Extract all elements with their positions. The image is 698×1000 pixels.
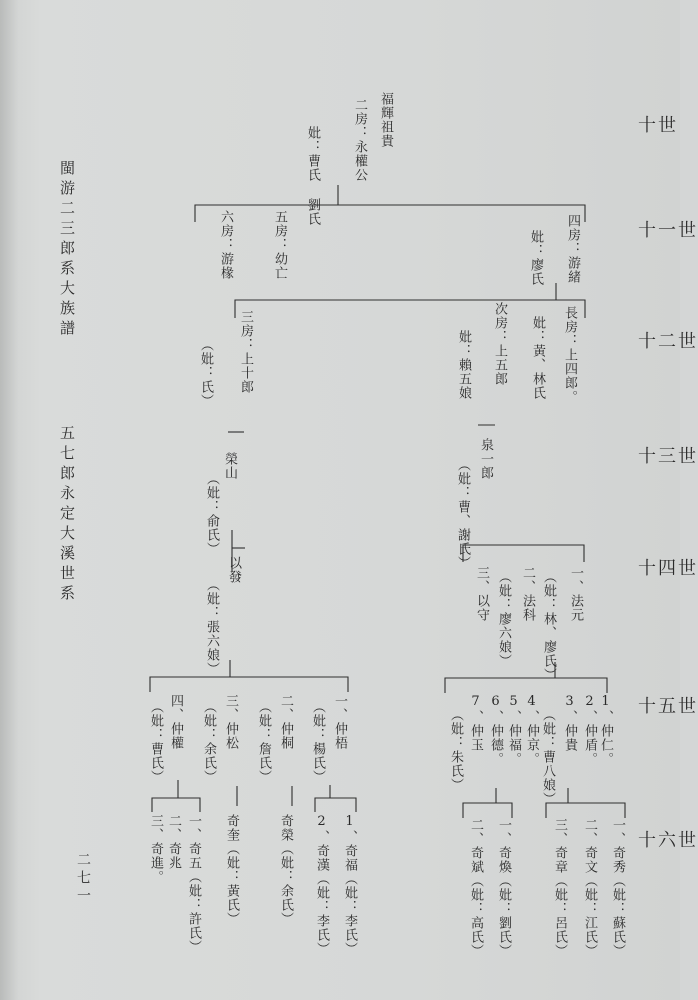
third-son-wife: （妣：氏） bbox=[198, 338, 213, 408]
gen-label-10: 十世 bbox=[638, 115, 678, 136]
gen-label-12: 十二世 bbox=[638, 331, 698, 352]
fa-ke-wife: （妣：廖六娘） bbox=[496, 570, 511, 668]
zhong-jing: 4、仲京。 bbox=[524, 694, 539, 766]
zhong-yu-wife: （妣：朱氏） bbox=[448, 708, 463, 792]
qi-kui: 奇奎（妣：黃氏） bbox=[224, 814, 239, 926]
qi-bin: 二、奇斌（妣：高氏） bbox=[468, 818, 483, 958]
quan-yilang: 泉一郎 bbox=[478, 438, 493, 480]
gen-label-15: 十五世 bbox=[638, 696, 698, 717]
gen-label-14: 十四世 bbox=[638, 558, 698, 579]
zhong-wu-wife: （妣：楊氏） bbox=[310, 700, 325, 784]
qi-fu: 1、奇福（妣：李氏） bbox=[342, 814, 357, 956]
eldest-son: 長房：上四郎。 bbox=[562, 306, 577, 404]
quan-yilang-wife: （妣：曹、謝氏） bbox=[455, 458, 470, 570]
zhong-song: 三、仲松 bbox=[223, 694, 238, 750]
page-number: 二七一 bbox=[75, 852, 91, 906]
fifth-son: 五房：幼亡 bbox=[272, 210, 287, 280]
branch-name: 二房：永權公 bbox=[352, 98, 367, 182]
gen-label-13: 十三世 bbox=[638, 446, 698, 467]
fa-ke: 二、法科 bbox=[520, 566, 535, 622]
gen-label-16: 十六世 bbox=[638, 830, 698, 851]
zhong-ren: 1、仲仁。 bbox=[598, 694, 613, 766]
fa-yuan: 一、法元 bbox=[568, 566, 583, 622]
zhong-tong-wife: （妣：詹氏） bbox=[256, 700, 271, 784]
gen-label-11: 十一世 bbox=[638, 220, 698, 241]
rong-shan-wife: （妣：俞氏） bbox=[204, 472, 219, 556]
eldest-son-wife: 妣：黃、林氏 bbox=[530, 316, 545, 400]
zhong-de: 6、仲德。 bbox=[488, 694, 503, 766]
qi-zhao: 二、奇兆 bbox=[166, 814, 181, 870]
yi-fa: 以發 bbox=[226, 556, 241, 584]
zhong-dun: 2、仲盾。 bbox=[582, 694, 597, 766]
second-son-wife: 妣：賴五娘 bbox=[456, 330, 471, 400]
qi-wen: 二、奇文（妣：江氏） bbox=[582, 818, 597, 958]
fourth-son: 四房：游緒 bbox=[565, 214, 580, 284]
yi-shou: 三、以守 bbox=[474, 566, 489, 622]
third-son: 三房：上十郎 bbox=[238, 310, 253, 394]
zhong-yu: 7、仲玉 bbox=[468, 694, 483, 752]
zhong-fu: 5、仲福。 bbox=[506, 694, 521, 766]
qi-han: 2、奇漢（妣：李氏） bbox=[314, 814, 329, 956]
qi-jin: 三、奇進。 bbox=[148, 814, 163, 884]
qi-rong: 奇榮（妣：余氏） bbox=[278, 814, 293, 926]
ancestor-name: 福輝祖貴 bbox=[378, 92, 393, 148]
zhong-gui: 3、仲貴 bbox=[562, 694, 577, 752]
branch-wife: 妣：曹氏 劉氏 bbox=[305, 126, 320, 226]
zhong-quan-wife: （妣：曹氏） bbox=[148, 700, 163, 784]
yi-fa-wife: （妣：張六娘） bbox=[204, 578, 219, 676]
section-title: 五七郎永定大溪世系 bbox=[58, 425, 76, 605]
qi-wu: 一、奇五（妣：許氏） bbox=[186, 814, 201, 954]
zhong-gui-wife: （妣：曹八娘） bbox=[540, 708, 555, 806]
qi-xiu: 一、奇秀（妣：蘇氏） bbox=[610, 818, 625, 958]
fourth-son-wife: 妣：廖氏 bbox=[528, 230, 543, 286]
rong-shan: 榮山 bbox=[222, 452, 237, 480]
sixth-son: 六房：游椽 bbox=[218, 210, 233, 280]
fa-yuan-wife: （妣：林、廖氏） bbox=[541, 570, 556, 682]
zhong-tong: 二、仲桐 bbox=[278, 694, 293, 750]
zhong-wu: 一、仲梧 bbox=[332, 694, 347, 750]
qi-huan: 一、奇煥（妣：劉氏） bbox=[496, 818, 511, 958]
second-son: 次房：上五郎 bbox=[492, 302, 507, 386]
book-title: 閩游二三郎系大族譜 bbox=[58, 160, 76, 340]
zhong-quan: 四、仲權 bbox=[168, 694, 183, 750]
qi-zhang: 三、奇章（妣：呂氏） bbox=[552, 818, 567, 958]
zhong-song-wife: （妣：余氏） bbox=[201, 700, 216, 784]
